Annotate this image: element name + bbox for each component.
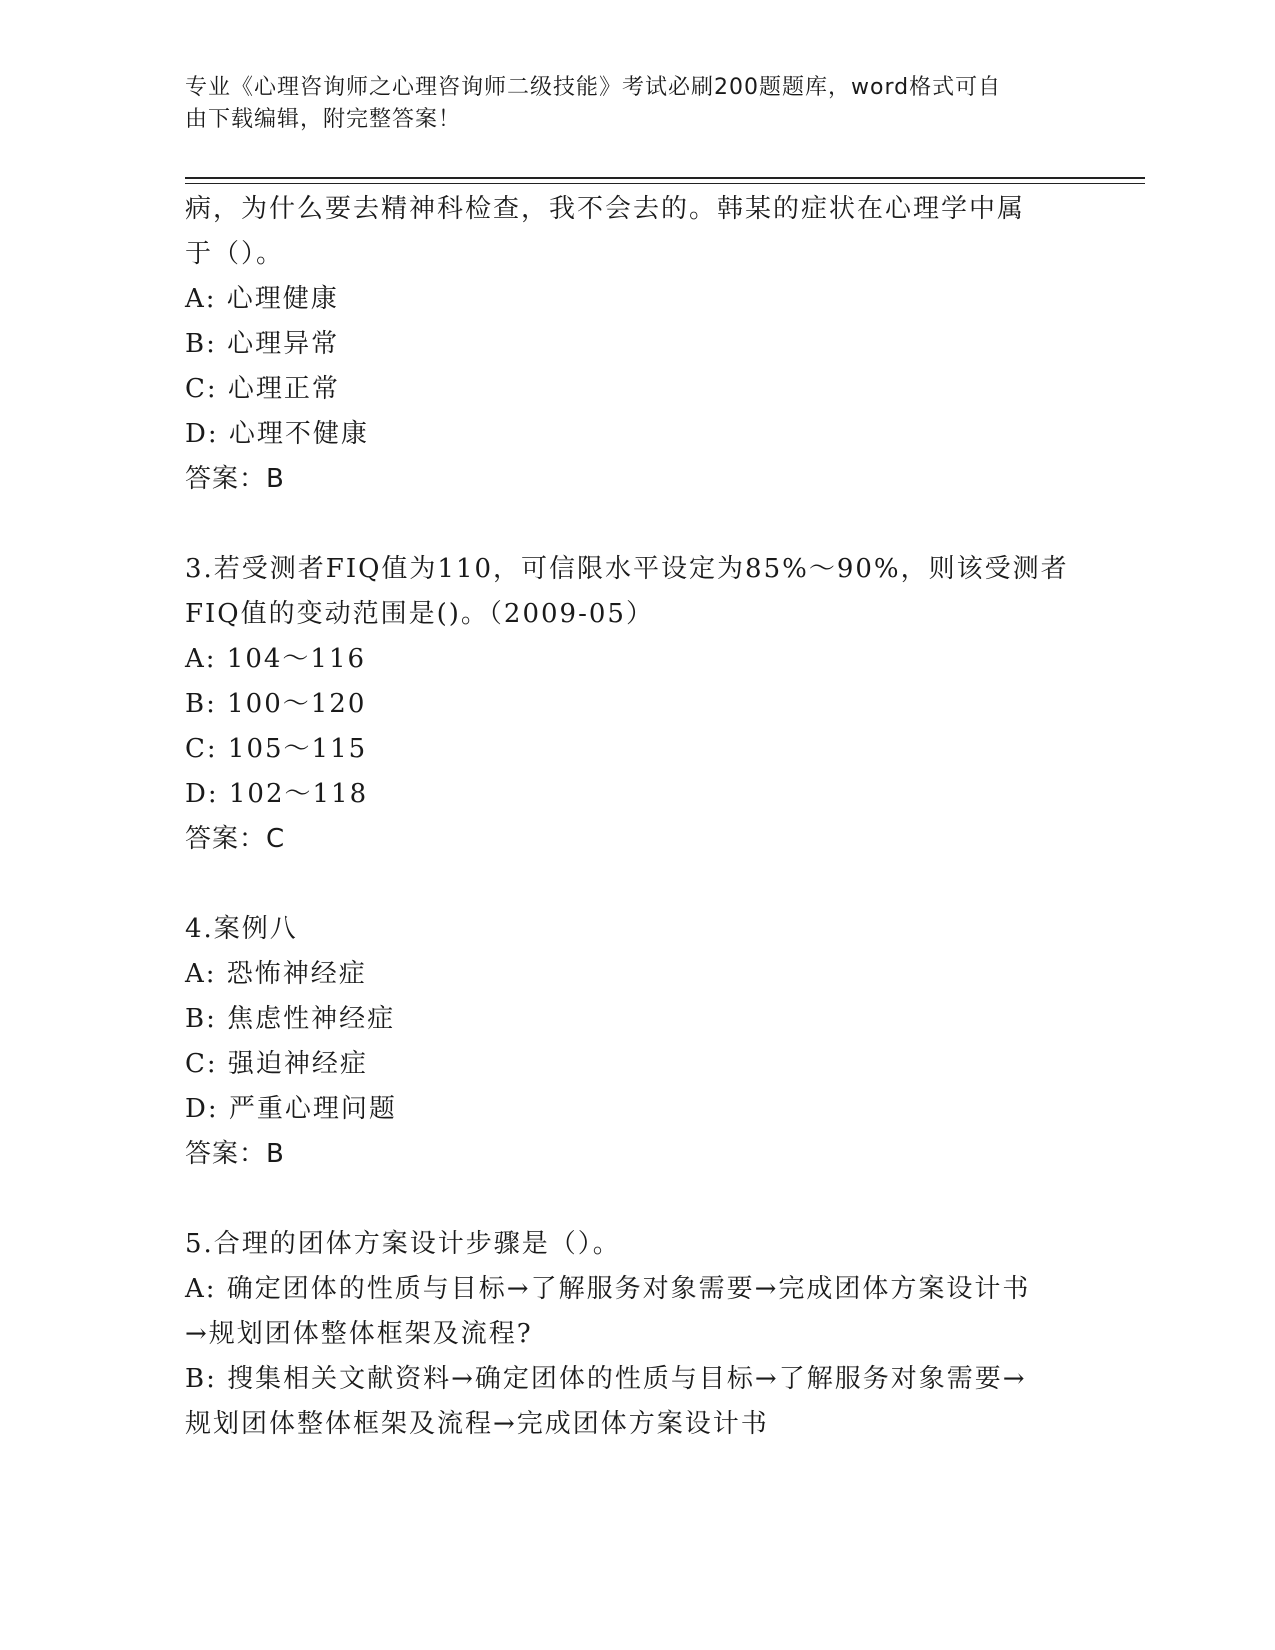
header-divider-thin — [185, 183, 1145, 184]
option-c: C: 心理正常 — [185, 374, 340, 404]
option-b: B: 心理异常 — [185, 329, 340, 359]
question-4 — [185, 907, 1085, 1177]
answer-label: 答案：B — [185, 464, 285, 494]
question-stem-line: 于（）。 — [185, 239, 285, 269]
question-list — [185, 187, 1085, 1447]
spacer — [185, 502, 1085, 547]
answer-label: 答案：B — [185, 1139, 285, 1169]
header-title-line-2: 由下载编辑，附完整答案！ — [185, 107, 462, 132]
option-b: B: 100～120 — [185, 689, 367, 719]
question-stem-line: 3.若受测者FIQ值为110，可信限水平设定为85%～90%，则该受测者 — [185, 554, 1069, 584]
option-d: D: 严重心理问题 — [185, 1094, 397, 1124]
question-2 — [185, 187, 1085, 502]
header-divider-thick — [185, 177, 1145, 179]
question-stem-line: FIQ值的变动范围是()。（2009-05） — [185, 599, 654, 629]
option-b: B: 焦虑性神经症 — [185, 1004, 396, 1034]
option-a: A: 104～116 — [185, 644, 367, 674]
answer-label: 答案：C — [185, 824, 286, 854]
option-a: A: 确定团体的性质与目标→了解服务对象需要→完成团体方案设计书 — [185, 1274, 1031, 1304]
question-stem-line: 5.合理的团体方案设计步骤是（）。 — [185, 1229, 621, 1259]
option-a: A: 心理健康 — [185, 284, 339, 314]
question-stem-line: 病，为什么要去精神科检查，我不会去的。韩某的症状在心理学中属 — [185, 194, 1026, 224]
option-a-continued: →规划团体整体框架及流程? — [185, 1319, 533, 1349]
option-a: A: 恐怖神经症 — [185, 959, 367, 989]
option-c: C: 105～115 — [185, 734, 368, 764]
option-d: D: 102～118 — [185, 779, 369, 809]
question-3 — [185, 547, 1085, 862]
header-title-line-1: 专业《心理咨询师之心理咨询师二级技能》考试必刷200题题库，word格式可自 — [185, 75, 1002, 100]
option-b-continued: 规划团体整体框架及流程→完成团体方案设计书 — [185, 1409, 769, 1439]
question-5 — [185, 1222, 1085, 1447]
question-stem-line: 4.案例八 — [185, 914, 298, 944]
option-c: C: 强迫神经症 — [185, 1049, 368, 1079]
spacer — [185, 862, 1085, 907]
spacer — [185, 1177, 1085, 1222]
option-d: D: 心理不健康 — [185, 419, 369, 449]
option-b: B: 搜集相关文献资料→确定团体的性质与目标→了解服务对象需要→ — [185, 1364, 1027, 1394]
page-header — [185, 72, 1065, 136]
